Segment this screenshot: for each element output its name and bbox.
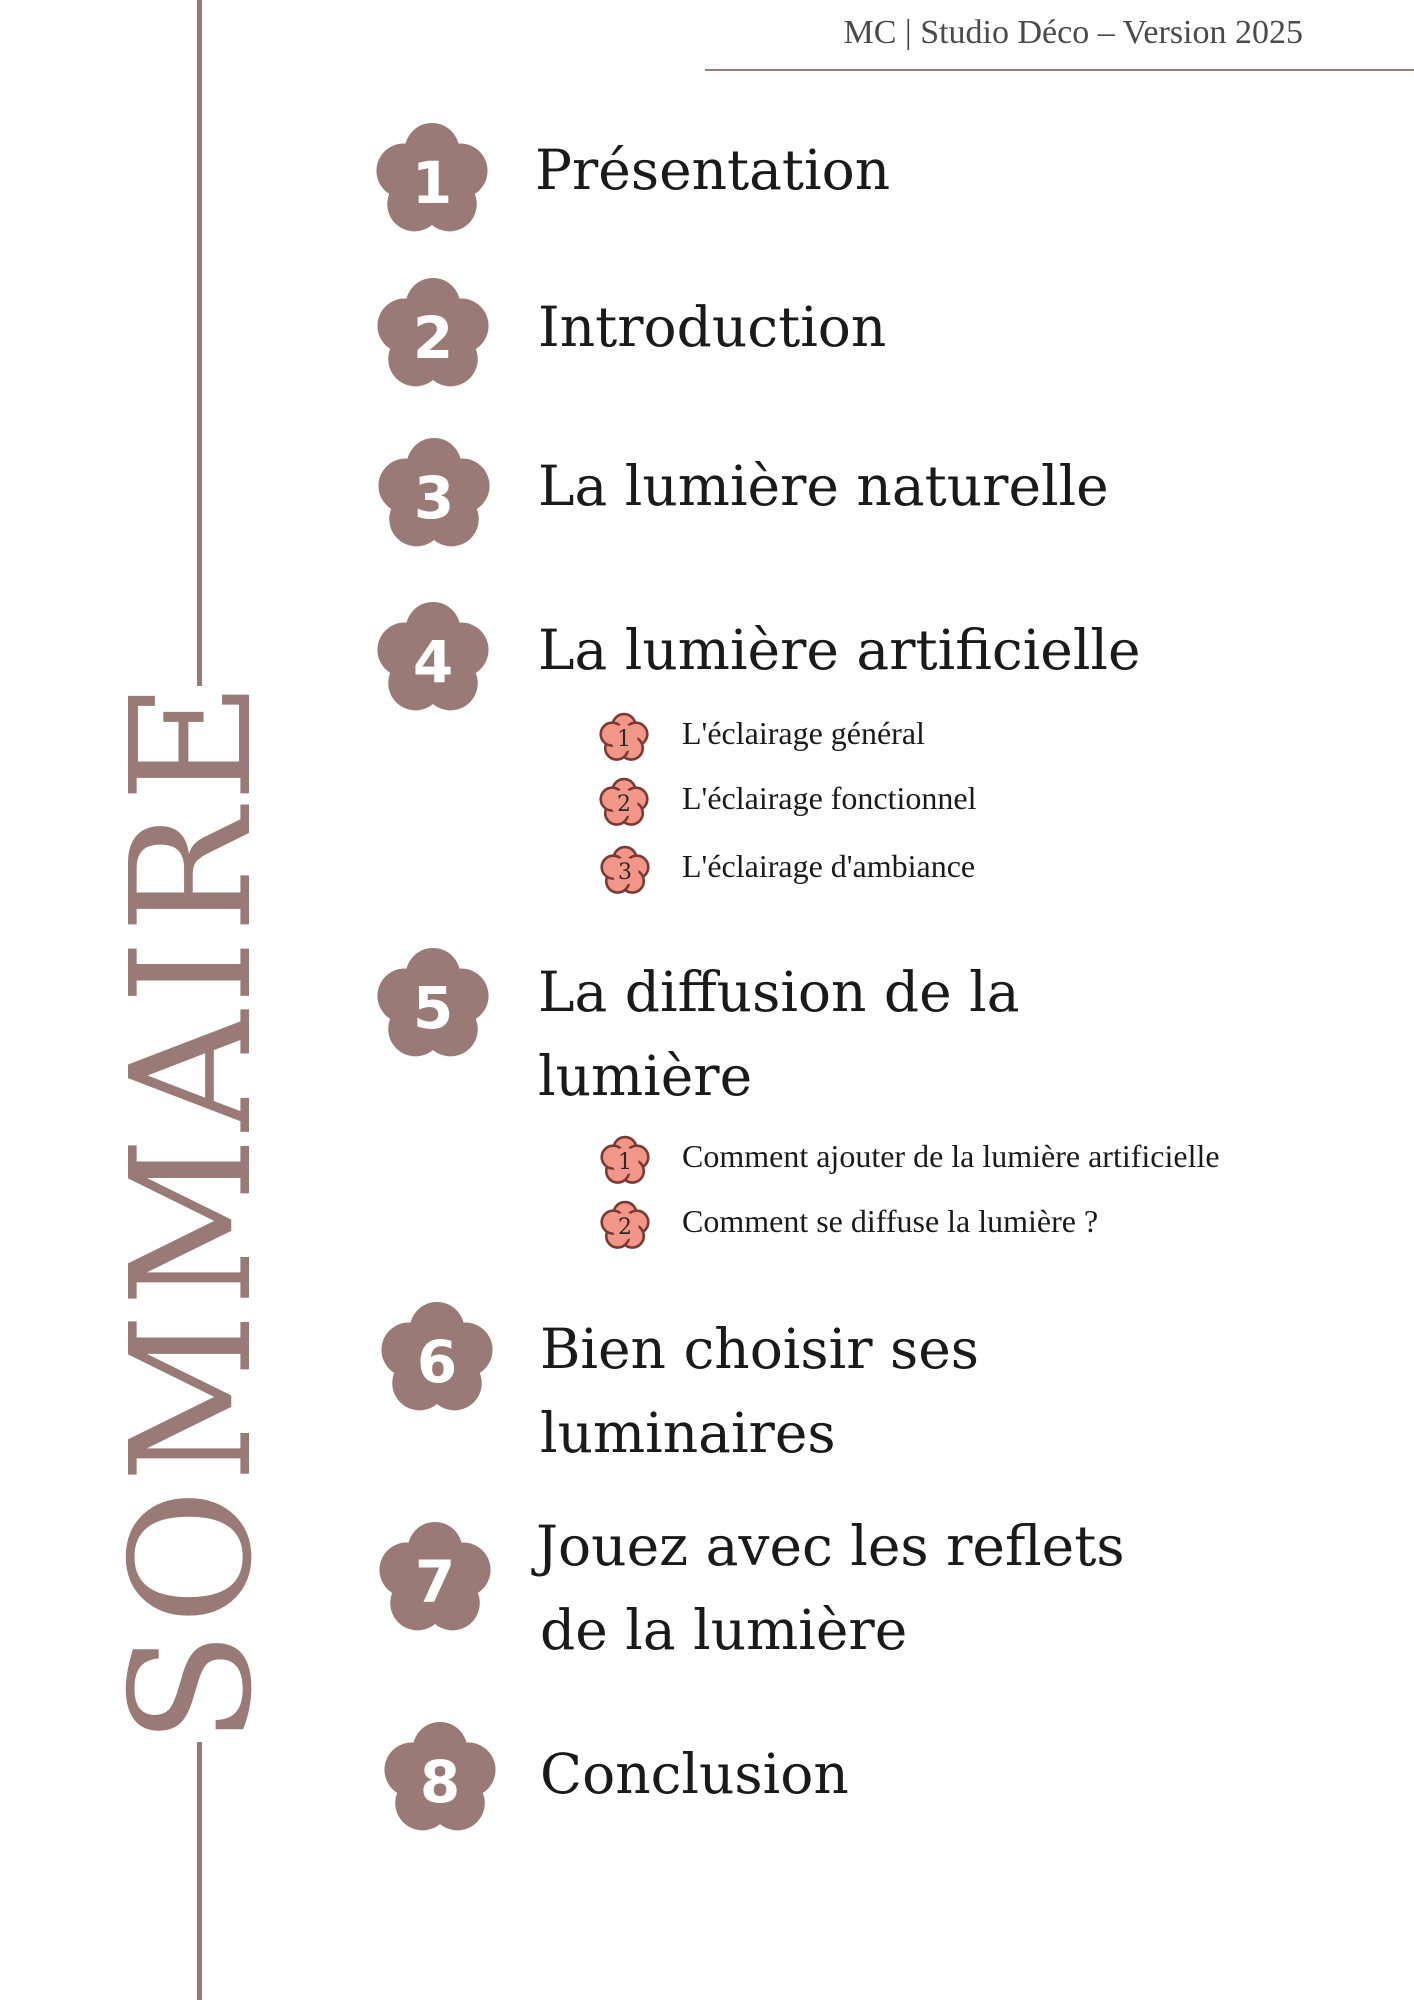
- section-5-number: 5: [412, 974, 454, 1042]
- section-4-flower-icon: [371, 597, 495, 721]
- section-6-title-line-1[interactable]: Bien choisir ses: [540, 1317, 979, 1381]
- section-5-title-line-1[interactable]: La diffusion de la: [538, 960, 1020, 1024]
- subsection-4-1-title[interactable]: L'éclairage général: [682, 715, 925, 751]
- section-3-title[interactable]: La lumière naturelle: [538, 454, 1109, 518]
- subsection-5-2-title[interactable]: Comment se diffuse la lumière ?: [682, 1203, 1099, 1239]
- subsection-4-1-number: 1: [617, 727, 631, 752]
- subsection-4-3-flower-icon: [599, 845, 651, 897]
- section-3-number: 3: [413, 464, 455, 532]
- subsection-5-1-flower-icon: [599, 1135, 651, 1187]
- section-6-number: 6: [416, 1328, 458, 1396]
- section-8-title[interactable]: Conclusion: [540, 1742, 849, 1806]
- vertical-rule-bottom: [197, 1742, 202, 2000]
- subsection-4-2-title[interactable]: L'éclairage fonctionnel: [682, 780, 977, 816]
- subsection-5-1-number: 1: [618, 1150, 632, 1175]
- section-7-title-line-2[interactable]: de la lumière: [540, 1598, 908, 1662]
- side-title: SOMMAIRE: [96, 675, 289, 1745]
- subsection-4-3-number: 3: [618, 860, 632, 885]
- header-rule: [705, 69, 1414, 71]
- section-2-number: 2: [412, 304, 454, 372]
- section-8-number: 8: [419, 1748, 461, 1816]
- subsection-4-2-number: 2: [617, 792, 631, 817]
- section-7-number: 7: [414, 1548, 456, 1616]
- section-6-title-line-2[interactable]: luminaires: [540, 1401, 836, 1465]
- header-text: MC | Studio Déco – Version 2025: [843, 14, 1303, 51]
- section-8-flower-icon: [378, 1717, 502, 1841]
- section-3-flower-icon: [372, 433, 496, 557]
- section-1-flower-icon: [370, 118, 494, 242]
- subsection-4-3-title[interactable]: L'éclairage d'ambiance: [682, 848, 976, 884]
- subsection-5-2-flower-icon: [599, 1200, 651, 1252]
- section-7-flower-icon: [373, 1517, 497, 1641]
- section-6-flower-icon: [375, 1297, 499, 1421]
- subsection-5-2-number: 2: [618, 1215, 632, 1240]
- section-5-flower-icon: [371, 943, 495, 1067]
- vertical-rule-top: [197, 0, 202, 686]
- section-2-flower-icon: [371, 273, 495, 397]
- section-1-number: 1: [411, 149, 453, 217]
- subsection-4-2-flower-icon: [598, 777, 650, 829]
- section-7-title-line-1[interactable]: Jouez avec les reflets: [536, 1514, 1125, 1578]
- section-2-title[interactable]: Introduction: [538, 295, 887, 359]
- section-5-title-line-2[interactable]: lumière: [538, 1044, 753, 1108]
- section-1-title[interactable]: Présentation: [535, 138, 891, 202]
- subsection-4-1-flower-icon: [598, 712, 650, 764]
- subsection-5-1-title[interactable]: Comment ajouter de la lumière artificielle: [682, 1138, 1220, 1174]
- section-4-number: 4: [412, 628, 454, 696]
- section-4-title[interactable]: La lumière artificielle: [538, 618, 1141, 682]
